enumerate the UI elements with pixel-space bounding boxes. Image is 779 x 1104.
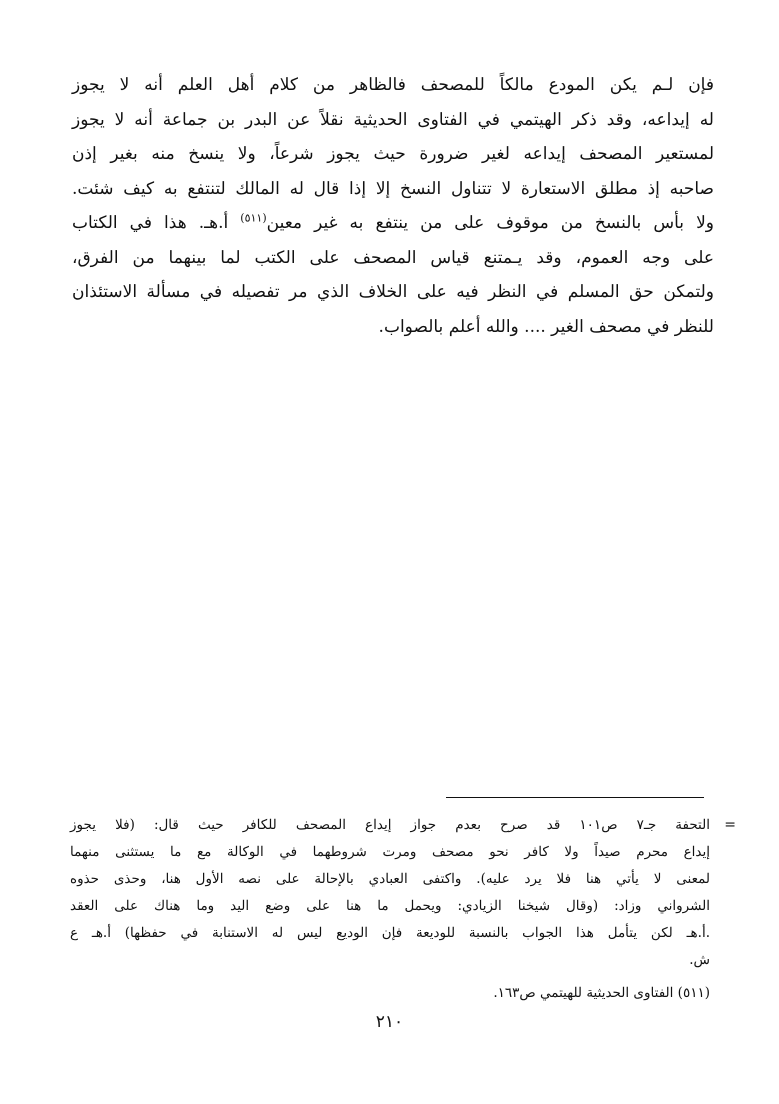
text-line: فإن لـم يكن المودع مالكاً للمصحف فالظاهر من كلام أهل العلم أنه لا يجوز [72,75,714,95]
continuation-marker: = [724,817,736,833]
text-line-segment: ولا بأس بالنسخ من موقوف على من ينتفع به غير معين [266,213,715,233]
footnote-continued [70,812,736,974]
footnote-line: لمعنى لا يأتي هنا فلا يرد عليه). واكتفى العبادي بالإحالة على نصه الأول هنا، وحذى حذوه [70,871,710,887]
footnote-line: .أ.هـ لكن يتأمل هذا الجواب بالنسبة للوديعة فإن الوديع ليس له الاستنابة في حفظها) أ.هـ ع [70,925,710,941]
footnote-line: التحفة جـ٧ ص١٠١ قد صرح بعدم جواز إيداع المصحف للكافر حيث قال: (فلا يجوز [70,817,710,833]
footnote-reference[interactable]: (٥١١) [240,211,267,225]
footnote-line: إيداع محرم صيداً ولا كافر نحو مصحف ومرت شروطهما في الوكالة مع ما يستثنى منهما [70,844,710,860]
footnote-511: (٥١١) الفتاوى الحديثية للهيتمي ص١٦٣. [493,985,710,1001]
main-text [72,68,714,344]
footnotes [70,812,736,1007]
text-line: ولتمكن حق المسلم في النظر فيه على الخلاف الذي مر تفصيله في مسألة الاستئذان [72,282,714,302]
text-line: على وجه العموم، وقد يـمتنع قياس المصحف على الكتب لما بينهما من الفرق، [72,247,714,268]
page-number: ٢١٠ [375,1012,404,1032]
text-line [72,206,714,241]
footnote-line: الشرواني وزاد: (وقال شيخنا الزيادي: ويحمل ما هنا على وضع اليد وما هناك على العقد [70,898,710,914]
text-line: لمستعير المصحف إيداعه لغير ضرورة حيث يجوز شرعاً، ولا ينسخ منه بغير إذن [72,144,714,164]
text-line-segment: أ.هـ. هذا في الكتاب [72,213,241,233]
footnote-line: ش. [689,952,710,968]
text-line: له إيداعه، وقد ذكر الهيتمي في الفتاوى الحديثية نقلاً عن البدر بن جماعة أنه لا يجوز [72,109,714,130]
footnote-separator [446,797,704,798]
text-line: للنظر في مصحف الغير .... والله أعلم بالصواب. [378,316,714,337]
text-line: صاحبه إذ مطلق الاستعارة لا تتناول النسخ إلا إذا قال له المالك لتنتفع به كيف شئت. [72,178,714,199]
